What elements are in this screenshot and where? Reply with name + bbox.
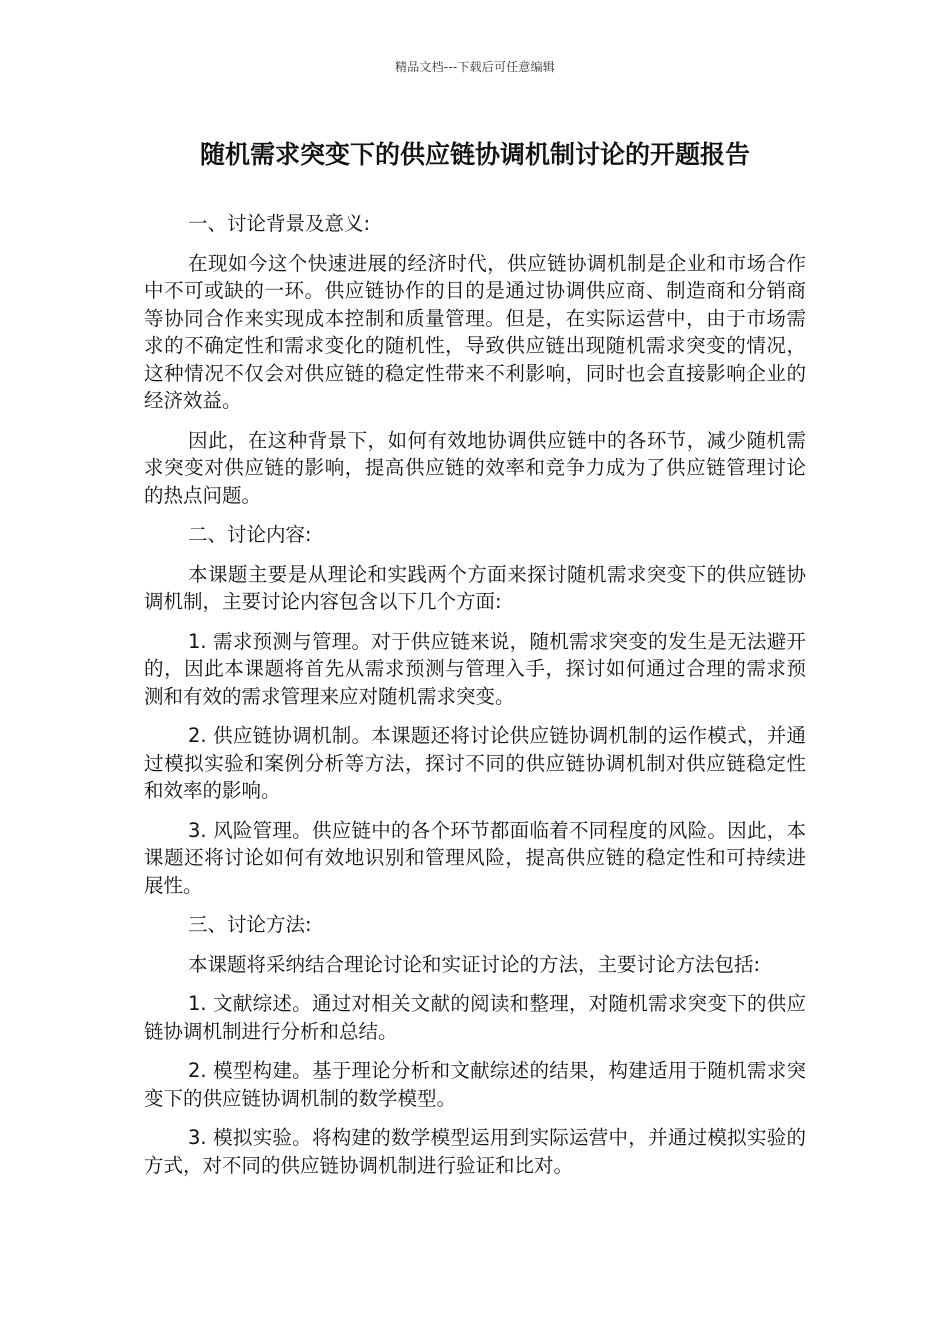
paragraph: 1. 需求预测与管理。对于供应链来说，随机需求突变的发生是无法避开的，因此本课题将首先从需求预测与管理入手，探讨如何通过合理的需求预测和有效的需求管理来应对随机需求突变。 [144, 629, 806, 708]
paragraph: 2. 模型构建。基于理论分析和文献综述的结果，构建适用于随机需求突变下的供应链协调机制的数学模型。 [144, 1059, 806, 1110]
document-body [144, 210, 806, 1191]
section-heading: 三、讨论方法: [188, 913, 312, 936]
paragraph: 1. 文献综述。通过对相关文献的阅读和整理，对随机需求突变下的供应链协调机制进行分析和总结。 [144, 992, 806, 1043]
paragraph: 本课题将采纳结合理论讨论和实证讨论的方法，主要讨论方法包括: [188, 952, 761, 976]
paragraph: 在现如今这个快速进展的经济时代，供应链协调机制是企业和市场合作中不可或缺的一环。供应链协作的目的是通过协调供应商、制造商和分销商等协同合作来实现成本控制和质量管理。但是，在实际运营中，由于市场需求的不确定性和需求变化的随机性，导致供应链出现随机需求突变的情况，这种情况不仅会对供应链的稳定性带来不利影响，同时也会直接影响企业的经济效益。 [144, 251, 806, 412]
header-note: 精品文档---下载后可任意编辑 [395, 60, 555, 74]
paragraph: 因此，在这种背景下，如何有效地协调供应链中的各环节，减少随机需求突变对供应链的影响，提高供应链的效率和竞争力成为了供应链管理讨论的热点问题。 [144, 428, 806, 507]
section-heading: 二、讨论内容: [188, 523, 312, 546]
paragraph: 3. 风险管理。供应链中的各个环节都面临着不同程度的风险。因此，本课题还将讨论如何有效地识别和管理风险，提高供应链的稳定性和可持续进展性。 [144, 818, 806, 897]
page-title: 随机需求突变下的供应链协调机制讨论的开题报告 [199, 140, 750, 169]
paragraph: 3. 模拟实验。将构建的数学模型运用到实际运营中，并通过模拟实验的方式，对不同的供应链协调机制进行验证和比对。 [144, 1126, 806, 1177]
section-heading: 一、讨论背景及意义: [188, 212, 371, 235]
paragraph: 2. 供应链协调机制。本课题还将讨论供应链协调机制的运作模式，并通过模拟实验和案例分析等方法，探讨不同的供应链协调机制对供应链稳定性和效率的影响。 [144, 724, 806, 802]
paragraph: 本课题主要是从理论和实践两个方面来探讨随机需求突变下的供应链协调机制，主要讨论内容包含以下几个方面: [144, 562, 806, 613]
